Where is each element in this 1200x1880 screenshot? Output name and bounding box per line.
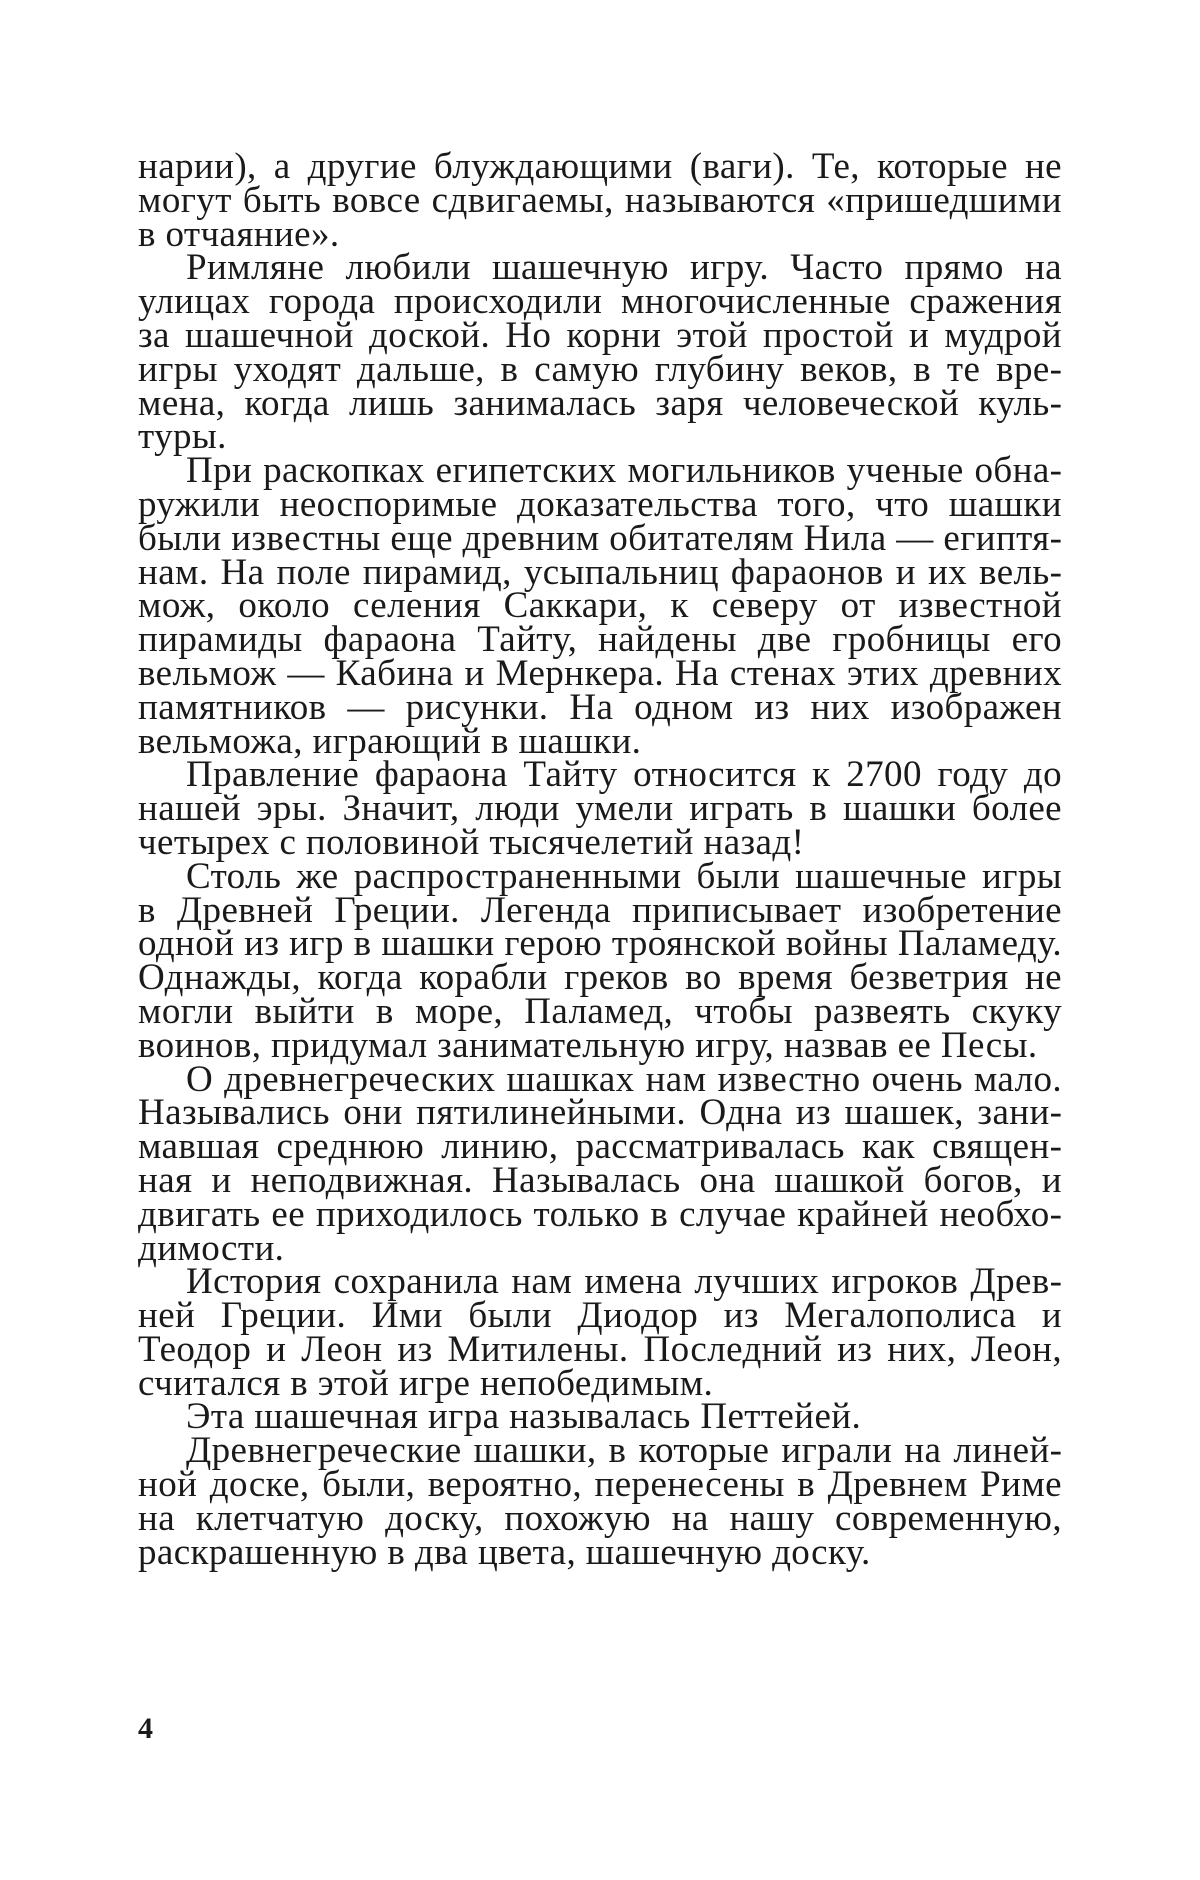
paragraph: История сохранила нам имена лучших игроков Древней Греции. Ими были Диодор из Мегалополиса и Теодор и Леон из Митилены. Последний из них, Леон, считался в этой игре непобедимым. xyxy=(138,1261,1062,1404)
paragraph: нарии), а другие блуждающими (ваги). Те, которые не могут быть вовсе сдвигаемы, называются «пришедшими в отчаяние». xyxy=(138,146,1062,255)
paragraph: Столь же распространенными были шашечные игры в Древней Греции. Легенда приписывает изобретение одной из игр в шашки герою троянской войны Паламеду. Однажды, когда корабли греков во время безветрия не могли выйти в море, Паламед, чтобы развеять скуку воинов, придумал занимательную игру, назвав ее Песы. xyxy=(138,855,1062,1066)
paragraph: Древнегреческие шашки, в которые играли на линейной доске, были, вероятно, перенесены в Древнем Риме на клетчатую доску, похожую на нашу современную, раскрашенную в два цвета, шашечную доску. xyxy=(138,1430,1062,1573)
paragraph: При раскопках египетских могильников ученые обнаружили неоспоримые доказательства того, что шашки были известны еще древним обитателям Нила — египтянам. На поле пирамид, усыпальниц фараонов и их вельмож, около селения Саккари, к северу от известной пирамиды фараона Тайту, найдены две гробницы его вельмож — Кабина и Мернкера. На стенах этих древних памятников — рисунки. На одном из них изображен вельможа, играющий в шашки. xyxy=(138,450,1062,762)
body-text xyxy=(138,146,1062,1573)
paragraph: О древнегреческих шашках нам известно очень мало. Назывались они пятилинейными. Одна из шашек, занимавшая среднюю линию, рассматривалась как священная и неподвижная. Называлась она шашкой богов, и двигать ее приходилось только в случае крайней необходимости. xyxy=(138,1058,1062,1269)
page-number: 4 xyxy=(138,1712,153,1745)
paragraph: Правление фараона Тайту относится к 2700 году до нашей эры. Значит, люди умели играть в шашки более четырех с половиной тысячелетий назад! xyxy=(138,754,1062,863)
paragraph: Эта шашечная игра называлась Петтейей. xyxy=(186,1396,862,1438)
paragraph: Римляне любили шашечную игру. Часто прямо на улицах города происходили многочисленные сражения за шашечной доской. Но корни этой простой и мудрой игры уходят дальше, в самую глубину веков, в те времена, когда лишь занималась заря человеческой культуры. xyxy=(138,247,1062,458)
